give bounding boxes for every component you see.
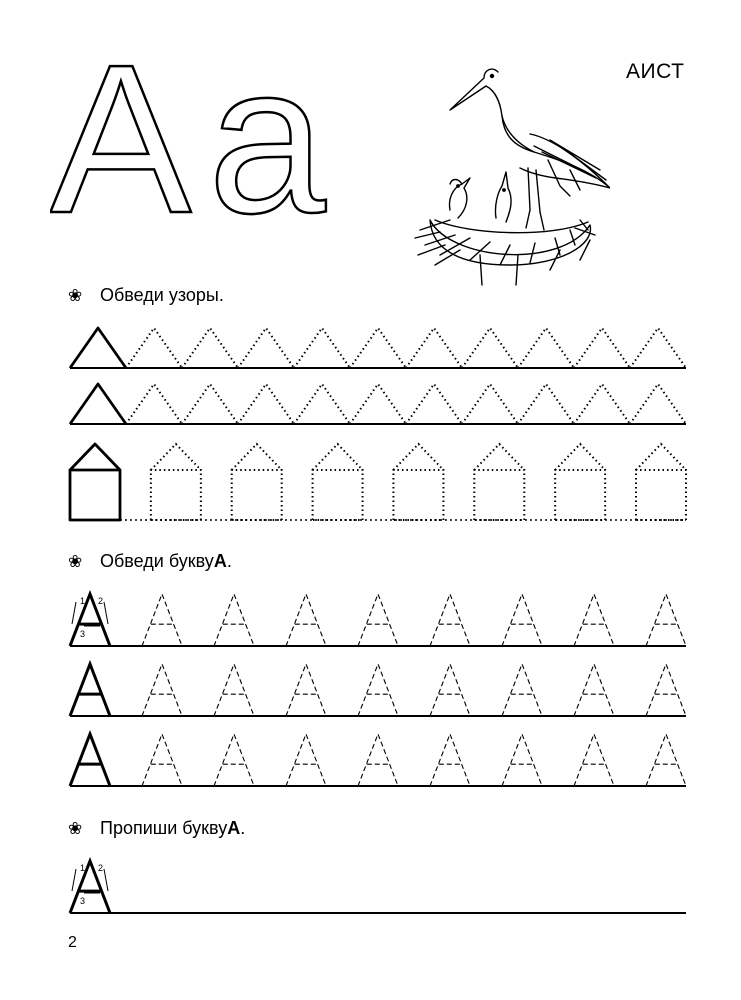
zigzag-sample bbox=[70, 328, 126, 368]
house-trace bbox=[393, 444, 443, 520]
letter-A-trace bbox=[430, 734, 470, 786]
letter-A-trace bbox=[286, 734, 326, 786]
letter-A-trace bbox=[574, 664, 614, 716]
letter-A-trace bbox=[358, 664, 398, 716]
zigzag-sample bbox=[70, 384, 126, 424]
letter-A-trace bbox=[142, 664, 182, 716]
house-trace bbox=[151, 444, 201, 520]
letter-A-trace bbox=[646, 594, 686, 646]
task-text: Пропиши букву bbox=[100, 818, 228, 838]
zigzag-trace bbox=[574, 328, 630, 368]
flower-icon: ❀ bbox=[68, 285, 83, 305]
stroke-hint-1: 1 bbox=[80, 596, 86, 606]
zigzag-trace bbox=[294, 328, 350, 368]
letter-A-sample bbox=[70, 861, 110, 913]
house-trace bbox=[474, 444, 524, 520]
zigzag-trace bbox=[182, 384, 238, 424]
letter-A-trace bbox=[286, 594, 326, 646]
big-lowercase-letter: a bbox=[208, 40, 326, 220]
house-trace bbox=[555, 444, 605, 520]
zigzag-trace bbox=[294, 384, 350, 424]
house-trace bbox=[232, 444, 282, 520]
zigzag-trace bbox=[574, 384, 630, 424]
zigzag-trace bbox=[350, 384, 406, 424]
stroke-arrow bbox=[104, 602, 108, 624]
task-end: . bbox=[240, 818, 246, 838]
letter-A-sample bbox=[70, 664, 110, 716]
letter-A-trace bbox=[358, 594, 398, 646]
letter-A-trace bbox=[430, 664, 470, 716]
zigzag-trace bbox=[126, 384, 182, 424]
stroke-hint-1: 1 bbox=[80, 863, 86, 873]
zigzag-trace bbox=[518, 384, 574, 424]
letter-A-trace bbox=[430, 594, 470, 646]
zigzag-trace bbox=[630, 328, 686, 368]
task-text: Обведи узоры. bbox=[100, 285, 224, 305]
letter-A-trace bbox=[142, 734, 182, 786]
zigzag-trace bbox=[406, 384, 462, 424]
page-number: 2 bbox=[68, 934, 77, 951]
zigzag-trace bbox=[238, 384, 294, 424]
flower-icon: ❀ bbox=[68, 818, 83, 838]
stroke-hint-2: 2 bbox=[98, 596, 104, 606]
house-trace bbox=[636, 444, 686, 520]
letter-A-trace bbox=[286, 664, 326, 716]
letter-A-trace bbox=[502, 594, 542, 646]
letter-A-sample bbox=[70, 734, 110, 786]
stroke-hint-3: 3 bbox=[80, 896, 86, 906]
zigzag-trace bbox=[182, 328, 238, 368]
zigzag-trace bbox=[630, 384, 686, 424]
letter-A-trace bbox=[358, 734, 398, 786]
zigzag-trace bbox=[350, 328, 406, 368]
stroke-arrow bbox=[72, 869, 76, 891]
letter-A-trace bbox=[574, 594, 614, 646]
letter-A-trace bbox=[502, 664, 542, 716]
zigzag-trace bbox=[126, 328, 182, 368]
stroke-hint-3: 3 bbox=[80, 629, 86, 639]
task-letter: А bbox=[213, 551, 227, 571]
stroke-arrow bbox=[104, 869, 108, 891]
task-end: . bbox=[226, 551, 232, 571]
letter-A-trace bbox=[646, 664, 686, 716]
big-uppercase-letter: A bbox=[50, 40, 192, 220]
zigzag-trace bbox=[238, 328, 294, 368]
letter-A-trace bbox=[142, 594, 182, 646]
letter-A-trace bbox=[646, 734, 686, 786]
letter-A-sample bbox=[70, 594, 110, 646]
task-letter: А bbox=[227, 818, 241, 838]
letter-A-trace bbox=[214, 594, 254, 646]
letter-A-trace bbox=[214, 734, 254, 786]
house-sample bbox=[70, 444, 120, 520]
zigzag-trace bbox=[518, 328, 574, 368]
stroke-hint-2: 2 bbox=[98, 863, 104, 873]
task-text: Обведи букву bbox=[100, 551, 214, 571]
stroke-arrow bbox=[72, 602, 76, 624]
letter-A-trace bbox=[502, 734, 542, 786]
letter-A-trace bbox=[574, 734, 614, 786]
letter-A-trace bbox=[214, 664, 254, 716]
house-trace bbox=[313, 444, 363, 520]
flower-icon: ❀ bbox=[68, 551, 83, 571]
zigzag-trace bbox=[406, 328, 462, 368]
zigzag-trace bbox=[462, 384, 518, 424]
illustration-caption: АИСТ bbox=[626, 60, 685, 83]
zigzag-trace bbox=[462, 328, 518, 368]
